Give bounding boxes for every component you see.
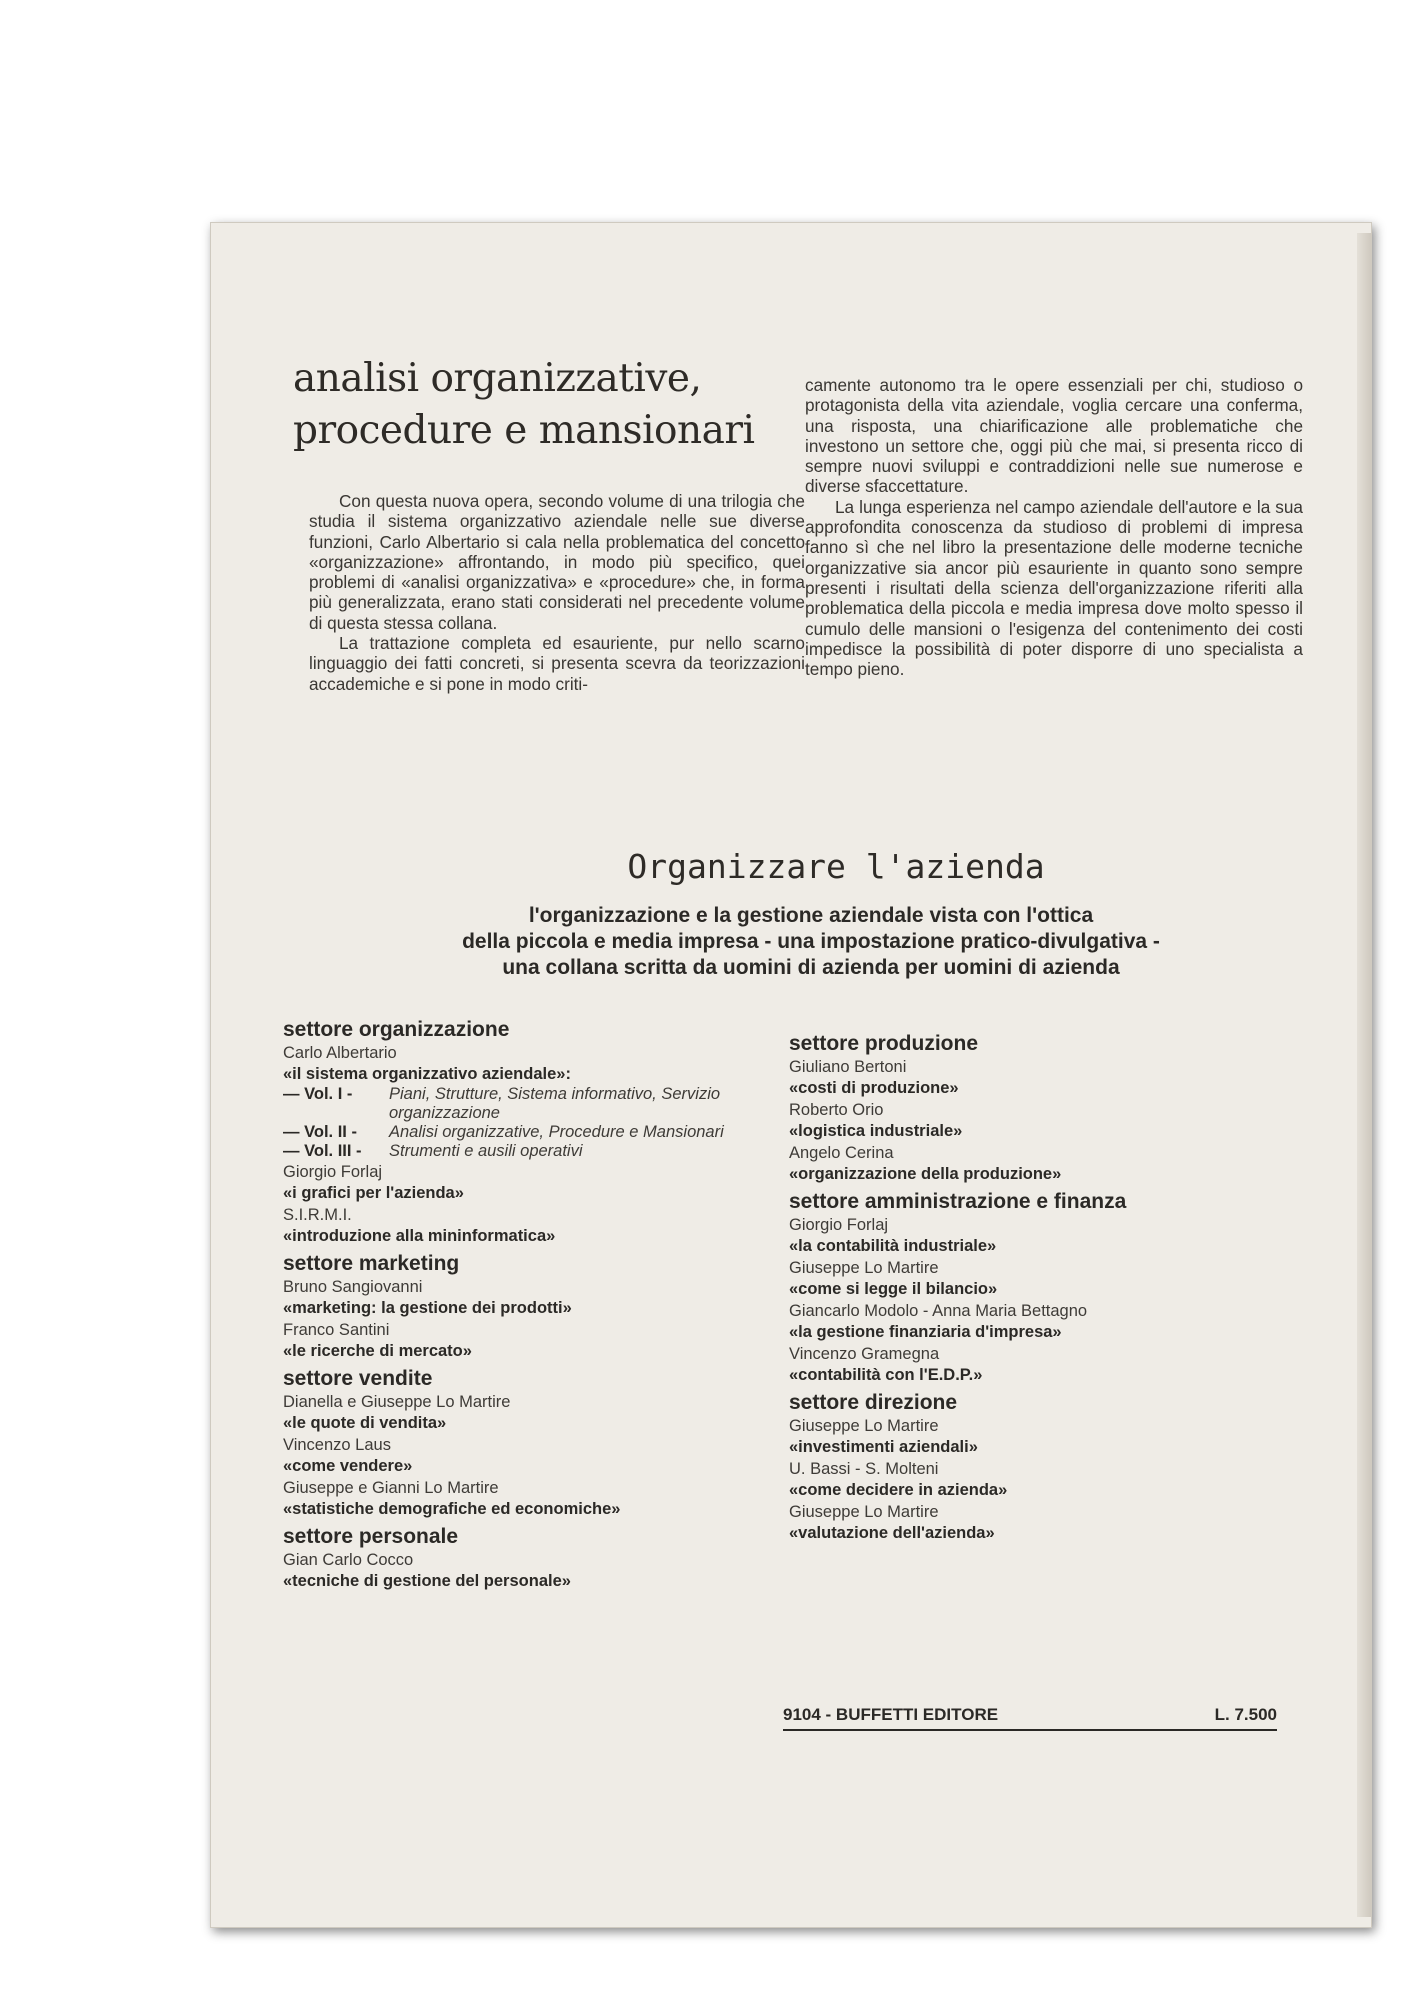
- volume-label: — Vol. I -: [283, 1085, 353, 1103]
- entry-title: «la gestione finanziaria d'impresa»: [789, 1323, 1062, 1341]
- catalog-entry: [283, 1162, 753, 1204]
- sector-heading-vendite: settore vendite: [283, 1367, 433, 1390]
- catalog-entry: [283, 1320, 753, 1362]
- catalog-entry: [789, 1459, 1289, 1501]
- description-paragraph: camente autonomo tra le opere essenziali per chi, studioso o protagonista della vita aziendale, voglia cercare una conferma, una risposta, una chiarificazione alle problematiche che investono un settore che, oggi più che mai, si presenta ricco di sempre nuovi sviluppi e contraddizioni nelle sue numerose e diverse sfaccettature.: [805, 375, 1303, 497]
- catalog-entry: [789, 1057, 1289, 1099]
- volume-line: [283, 1085, 753, 1123]
- volume-title: Analisi organizzative, Procedure e Mansionari: [389, 1123, 724, 1141]
- series-title: Organizzare l'azienda: [627, 847, 1045, 886]
- entry-title: «come si legge il bilancio»: [789, 1280, 998, 1298]
- catalog-entry: [789, 1416, 1289, 1458]
- entry-author: Giuseppe Lo Martire: [789, 1259, 939, 1277]
- catalog-entry: [789, 1215, 1289, 1257]
- book-title-line-2: procedure e mansionari: [293, 408, 755, 453]
- sector-heading-marketing: settore marketing: [283, 1252, 460, 1275]
- publisher-footer: [783, 1705, 1277, 1731]
- catalog-entry: [283, 1550, 753, 1592]
- sector-heading-amministrazione: settore amministrazione e finanza: [789, 1190, 1127, 1213]
- description-paragraph: Con questa nuova opera, secondo volume di una trilogia che studia il sistema organizzativo aziendale nelle sue diverse funzioni, Carlo Albertario si cala nella problematica del concetto «organizzazione» affrontando, in modo più specifico, quei problemi di «analisi organizzativa» e «procedure» che, in forma più generalizzata, erano stati considerati nel precedente volume di questa stessa collana.: [309, 491, 805, 633]
- catalog-entry: [283, 1435, 753, 1477]
- entry-author: Gian Carlo Cocco: [283, 1551, 414, 1569]
- entry-author: S.I.R.M.I.: [283, 1206, 352, 1224]
- catalog-entry: [283, 1277, 753, 1319]
- book-back-cover: [210, 222, 1372, 1928]
- catalog-entry: [283, 1392, 753, 1434]
- catalog-entry: [789, 1100, 1289, 1142]
- entry-author: Giuseppe e Gianni Lo Martire: [283, 1479, 499, 1497]
- volume-line: [283, 1142, 753, 1161]
- entry-author: Giuliano Bertoni: [789, 1058, 907, 1076]
- catalog-entry: [283, 1043, 753, 1161]
- entry-title: «statistiche demografiche ed economiche»: [283, 1500, 621, 1518]
- catalog-entry: [283, 1478, 753, 1520]
- entry-title: «come decidere in azienda»: [789, 1481, 1008, 1499]
- catalog-entry: [789, 1143, 1289, 1185]
- description-paragraph: La lunga esperienza nel campo aziendale dell'autore e la sua approfondita conoscenza da studioso di problemi di impresa fanno sì che nel libro la presentazione delle moderne tecniche organizzative sia ancor più esauriente in quanto sono sempre presenti i risultati della scienza dell'organizzazione riferiti alla problematica della piccola e media impresa dove molto spesso il cumulo delle mansioni o l'esigenza del contenimento dei costi impedisce la possibilità di poter disporre di uno specialista a tempo pieno.: [805, 496, 1303, 680]
- entry-author: Roberto Orio: [789, 1101, 884, 1119]
- publisher-name: 9104 - BUFFETTI EDITORE: [783, 1705, 999, 1724]
- sector-heading-personale: settore personale: [283, 1525, 459, 1548]
- price-label: L. 7.500: [1214, 1705, 1277, 1724]
- description-right-column: [805, 375, 1303, 679]
- description-left-column: [309, 491, 805, 694]
- catalog-entry: [789, 1344, 1289, 1386]
- entry-author: Vincenzo Gramegna: [789, 1345, 940, 1363]
- sector-heading-organizzazione: settore organizzazione: [283, 1018, 510, 1041]
- series-subtitle: [361, 903, 1261, 981]
- entry-title: «introduzione alla mininformatica»: [283, 1227, 556, 1245]
- volume-title: Strumenti e ausili operativi: [389, 1142, 583, 1160]
- sector-heading-produzione: settore produzione: [789, 1032, 979, 1055]
- entry-title: «le ricerche di mercato»: [283, 1342, 472, 1360]
- volume-line: [283, 1123, 753, 1142]
- entry-title: «tecniche di gestione del personale»: [283, 1572, 571, 1590]
- catalog-entry: [789, 1258, 1289, 1300]
- volume-label: — Vol. III -: [283, 1142, 362, 1160]
- entry-title: «logistica industriale»: [789, 1122, 963, 1140]
- cover-edge-shadow: [1357, 233, 1371, 1917]
- entry-title: «organizzazione della produzione»: [789, 1165, 1062, 1183]
- entry-title: «valutazione dell'azienda»: [789, 1524, 995, 1542]
- entry-author: Giorgio Forlaj: [283, 1163, 383, 1181]
- series-subtitle-line: della piccola e media impresa - una impostazione pratico-divulgativa -: [462, 930, 1160, 953]
- book-title-line-1: analisi organizzative,: [293, 356, 702, 401]
- entry-title: «marketing: la gestione dei prodotti»: [283, 1299, 572, 1317]
- series-subtitle-line: una collana scritta da uomini di azienda per uomini di azienda: [502, 956, 1120, 979]
- entry-title: «come vendere»: [283, 1457, 413, 1475]
- entry-author: Carlo Albertario: [283, 1044, 397, 1062]
- sector-heading-direzione: settore direzione: [789, 1391, 958, 1414]
- entry-title: «costi di produzione»: [789, 1079, 959, 1097]
- entry-title: «i grafici per l'azienda»: [283, 1184, 464, 1202]
- catalog-entry: [789, 1502, 1289, 1544]
- catalog-right-column: [789, 1027, 1289, 1545]
- entry-author: Angelo Cerina: [789, 1144, 894, 1162]
- volume-title: Piani, Strutture, Sistema informativo, Servizio organizzazione: [389, 1085, 721, 1122]
- entry-title: «contabilità con l'E.D.P.»: [789, 1366, 983, 1384]
- entry-author: Giorgio Forlaj: [789, 1216, 889, 1234]
- volume-label: — Vol. II -: [283, 1123, 357, 1141]
- entry-author: Dianella e Giuseppe Lo Martire: [283, 1393, 511, 1411]
- entry-title: «investimenti aziendali»: [789, 1438, 978, 1456]
- entry-author: Bruno Sangiovanni: [283, 1278, 423, 1296]
- catalog-left-column: [283, 1013, 753, 1593]
- entry-author: Franco Santini: [283, 1321, 390, 1339]
- entry-author: U. Bassi - S. Molteni: [789, 1460, 939, 1478]
- catalog-entry: [789, 1301, 1289, 1343]
- entry-title: «le quote di vendita»: [283, 1414, 447, 1432]
- entry-author: Giuseppe Lo Martire: [789, 1417, 939, 1435]
- catalog-entry: [283, 1205, 753, 1247]
- entry-title: «il sistema organizzativo aziendale»:: [283, 1065, 571, 1083]
- entry-author: Giancarlo Modolo - Anna Maria Bettagno: [789, 1302, 1088, 1320]
- series-subtitle-line: l'organizzazione e la gestione aziendale vista con l'ottica: [528, 904, 1094, 927]
- book-title: [293, 353, 813, 457]
- entry-author: Giuseppe Lo Martire: [789, 1503, 939, 1521]
- entry-title: «la contabilità industriale»: [789, 1237, 997, 1255]
- entry-author: Vincenzo Laus: [283, 1436, 391, 1454]
- description-paragraph: La trattazione completa ed esauriente, pur nello scarno linguaggio dei fatti concreti, si presenta scevra da teorizzazioni accademiche e si pone in modo criti-: [309, 633, 805, 694]
